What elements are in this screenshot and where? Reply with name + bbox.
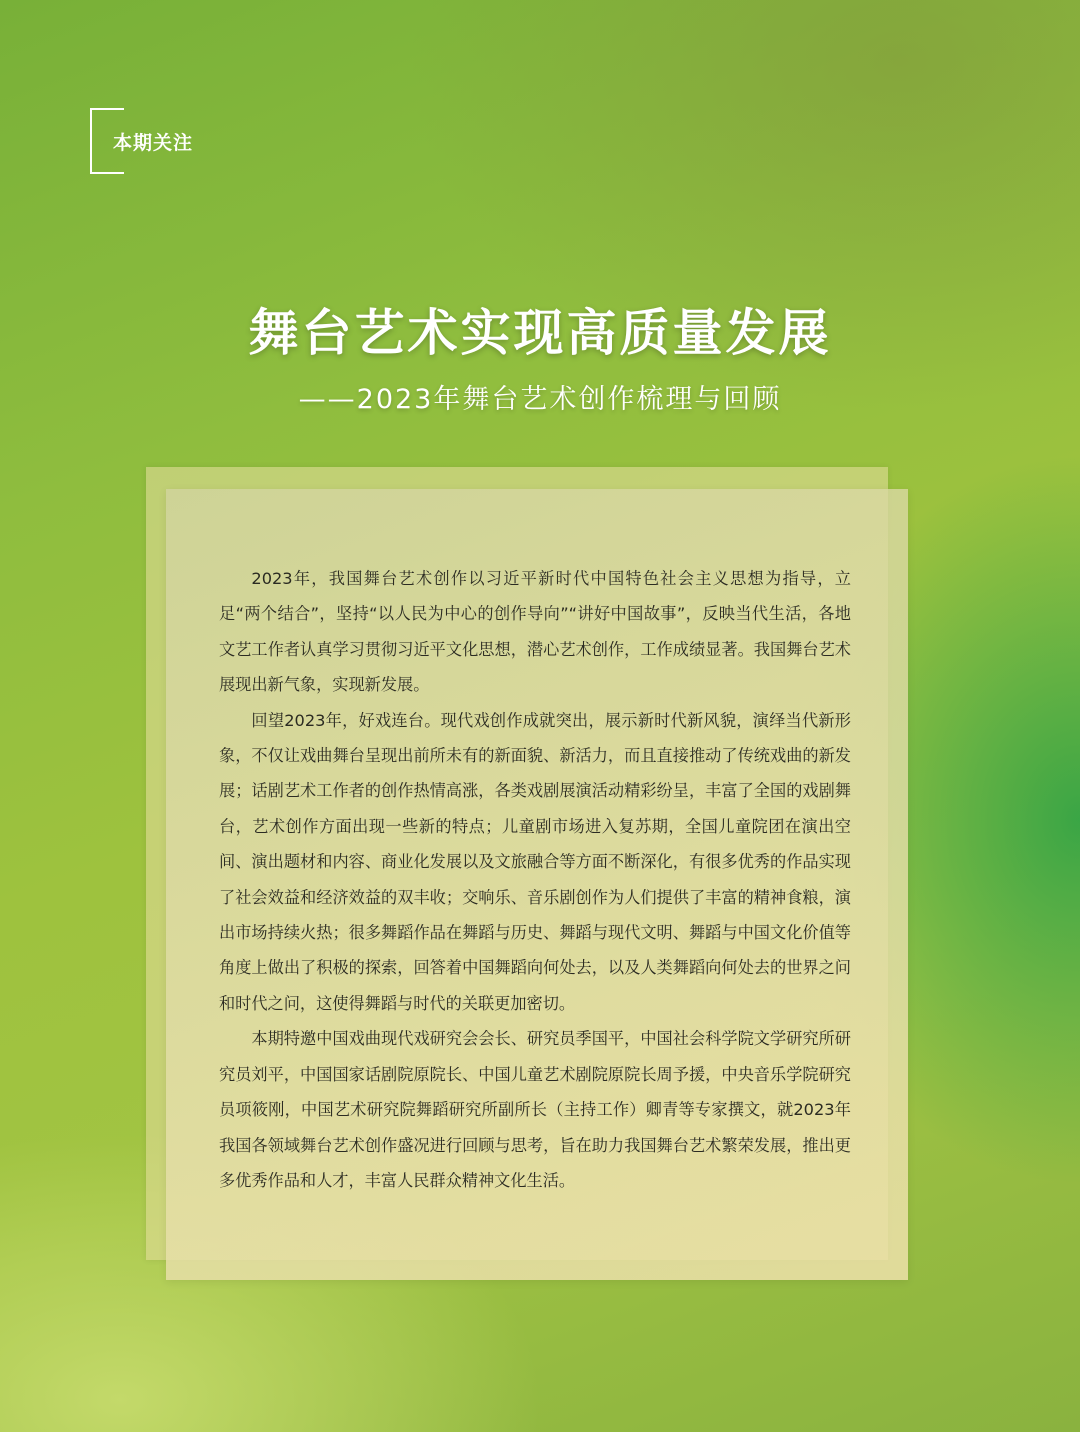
page-subtitle: ——2023年舞台艺术创作梳理与回顾 — [298, 384, 782, 415]
paragraph-3: 本期特邀中国戏曲现代戏研究会会长、研究员季国平，中国社会科学院文学研究所研究员刘平，中国国家话剧院原院长、中国儿童艺术剧院原院长周予援，中央音乐学院研究员项筱刚，中国艺术研究院舞蹈研究所副所长（主持工作）卿青等专家撰文，就2023年我国各领域舞台艺术创作盛况进行回顾与思考，旨在助力我国舞台艺术繁荣发展，推出更多优秀作品和人才，丰富人民群众精神文化生活。 — [219, 1029, 851, 1190]
paragraph-1: 2023年，我国舞台艺术创作以习近平新时代中国特色社会主义思想为指导，立足“两个结合”，坚持“以人民为中心的创作导向”“讲好中国故事”，反映当代生活，各地文艺工作者认真学习贯彻习近平文化思想，潜心艺术创作，工作成绩显著。我国舞台艺术展现出新气象，实现新发展。 — [219, 569, 851, 695]
page-title: 舞台艺术实现高质量发展 — [248, 304, 832, 362]
paragraph-2: 回望2023年，好戏连台。现代戏创作成就突出，展示新时代新风貌，演绎当代新形象，不仅让戏曲舞台呈现出前所未有的新面貌、新活力，而且直接推动了传统戏曲的新发展；话剧艺术工作者的创作热情高涨，各类戏剧展演活动精彩纷呈，丰富了全国的戏剧舞台，艺术创作方面出现一些新的特点；儿童剧市场进入复苏期，全国儿童院团在演出空间、演出题材和内容、商业化发展以及文旅融合等方面不断深化，有很多优秀的作品实现了社会效益和经济效益的双丰收；交响乐、音乐剧创作为人们提供了丰富的精神食粮，演出市场持续火热；很多舞蹈作品在舞蹈与历史、舞蹈与现代文明、舞蹈与中国文化价值等角度上做出了积极的探索，回答着中国舞蹈向何处去，以及人类舞蹈向何处去的世界之问和时代之问，这使得舞蹈与时代的关联更加密切。 — [219, 710, 851, 1013]
section-tag-label: 本期关注 — [113, 132, 194, 154]
article-body — [219, 561, 851, 1198]
